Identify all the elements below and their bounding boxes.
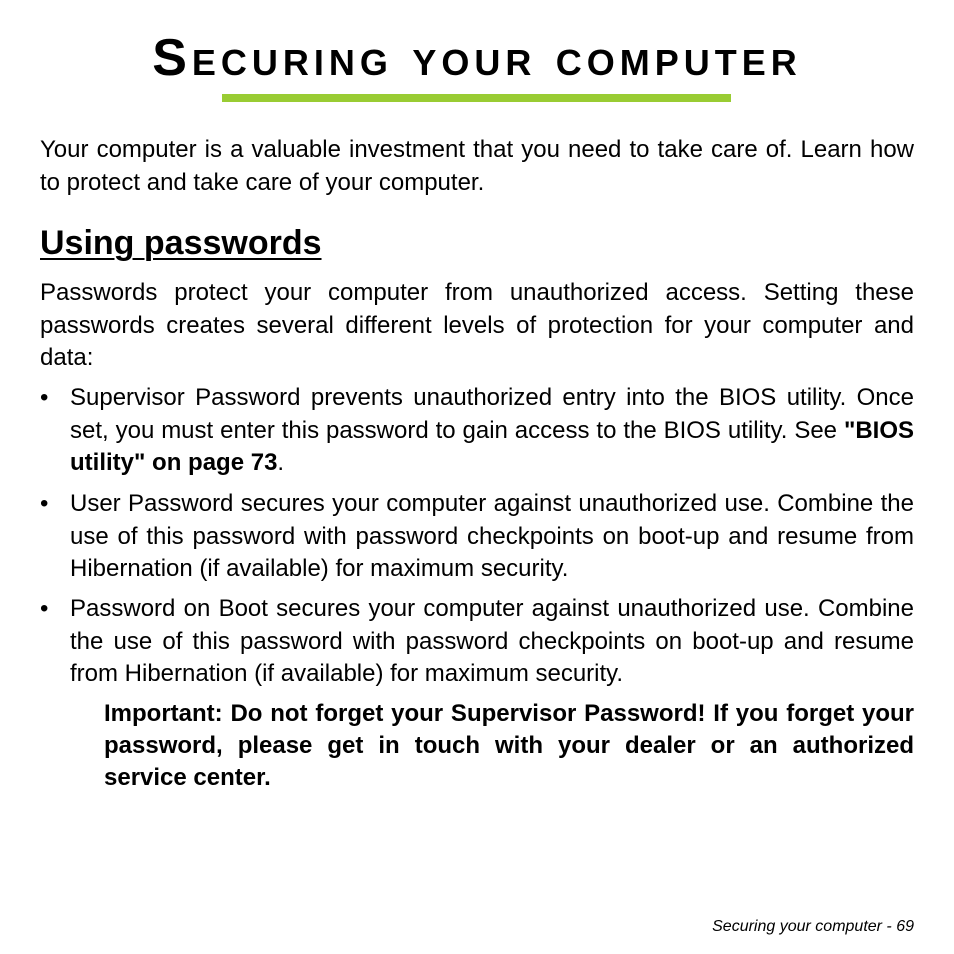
bullet-icon: • <box>40 595 49 622</box>
page-footer: Securing your computer - 69 <box>712 918 914 935</box>
bullet-icon: • <box>40 384 49 411</box>
list-item-text-after: . <box>277 449 285 476</box>
section-heading: Using passwords <box>40 224 322 262</box>
page-title: Securing your computer <box>152 29 802 87</box>
important-note: Important: Do not forget your Supervisor Password! If you forget your password, please get in touch with your dealer or an authorized service center. <box>104 700 914 791</box>
bullet-icon: • <box>40 490 49 517</box>
bios-utility-link[interactable]: "BIOS utility" on page 73 <box>70 416 914 476</box>
list-item-text-before: Supervisor Password prevents unauthorized entry into the BIOS utility. Once set, you must enter this password to gain access to the BIOS utility. See <box>70 384 914 444</box>
list-item-text <box>70 382 914 480</box>
intro-paragraph: Your computer is a valuable investment that you need to take care of. Learn how to protect and take care of your computer. <box>40 136 914 196</box>
title-accent-rule <box>222 94 731 102</box>
passwords-paragraph: Passwords protect your computer from unauthorized access. Setting these passwords creates several different levels of protection for your computer and data: <box>40 279 914 371</box>
list-item-text: User Password secures your computer against unauthorized use. Combine the use of this password with password checkpoints on boot-up and resume from Hibernation (if available) for maximum security. <box>70 490 914 582</box>
list-item-text: Password on Boot secures your computer against unauthorized use. Combine the use of this password with password checkpoints on boot-up and resume from Hibernation (if available) for maximum security. <box>70 595 914 687</box>
